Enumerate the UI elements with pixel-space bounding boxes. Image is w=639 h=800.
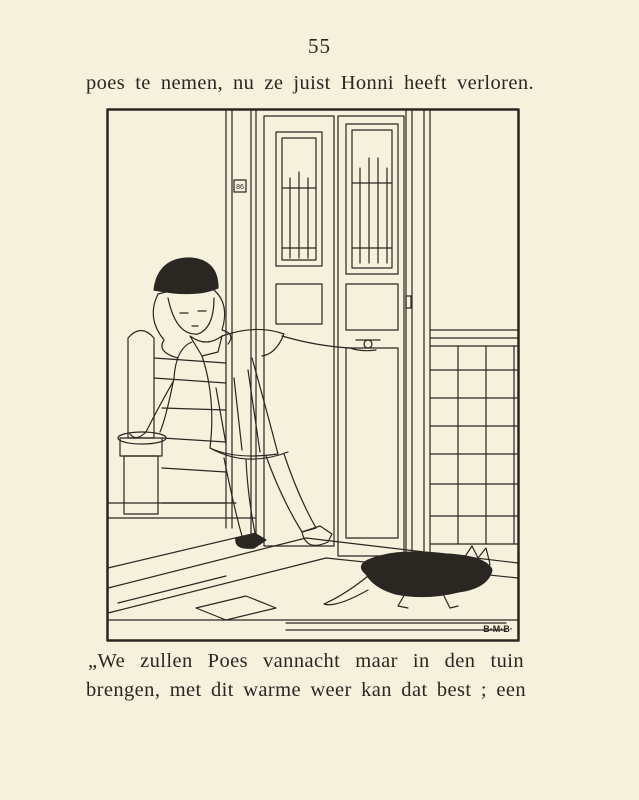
text-line: „We zullen Poes vannacht maar in den tuin <box>88 650 524 672</box>
house-number: 86 <box>236 184 244 191</box>
cat-figure <box>324 546 492 608</box>
illustration <box>106 108 520 642</box>
house-number-plate <box>234 180 246 192</box>
door-frame <box>226 110 430 558</box>
illustrator-signature: B·M·B· <box>483 624 513 634</box>
girl-figure <box>118 258 376 548</box>
page-number: 55 <box>308 34 331 58</box>
text-line: poes te nemen, nu ze juist Honni heeft verloren. <box>86 72 534 94</box>
text-line: brengen, met dit warme weer kan dat best ; een <box>86 679 526 701</box>
tiled-wall <box>430 330 518 544</box>
left-wall <box>108 503 256 568</box>
door-right <box>338 116 411 556</box>
pillar <box>120 331 226 515</box>
